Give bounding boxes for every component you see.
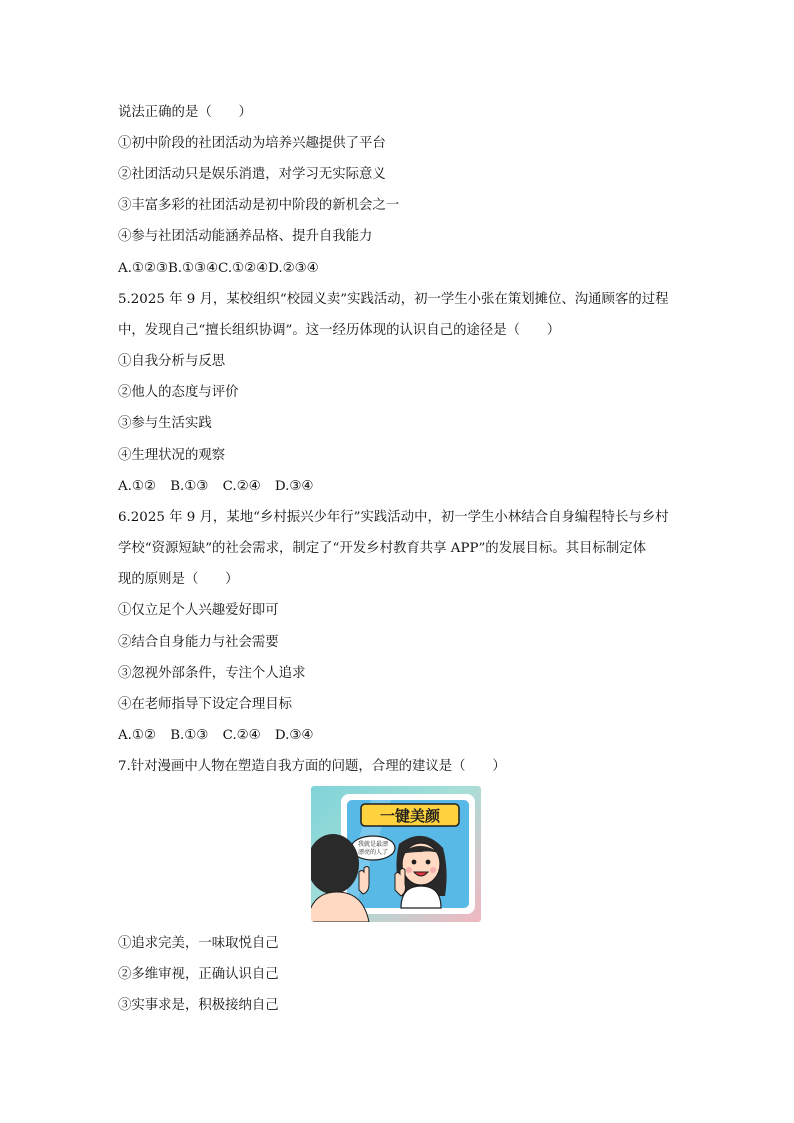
q4-option-2: ②社团活动只是娱乐消遣，对学习无实际意义 xyxy=(118,167,386,182)
speech-text-line1: 我就是最漂 xyxy=(357,841,389,848)
q6-option-4: ④在老师指导下设定合理目标 xyxy=(118,697,293,712)
q4-choices: A.①②③B.①③④C.①②④D.②③④ xyxy=(118,261,319,276)
q4-option-1: ①初中阶段的社团活动为培养兴趣提供了平台 xyxy=(118,136,386,151)
q6-choice-a: A.①② xyxy=(118,728,156,743)
cartoon-title: 一键美颜 xyxy=(379,807,441,825)
q5-choices xyxy=(118,478,684,496)
q6-stem-line2: 学校“资源短缺”的社会需求，制定了“开发乡村教育共享 APP”的发展目标。其目标制定体 xyxy=(118,541,646,556)
q7-option-2: ②多维审视，正确认识自己 xyxy=(118,967,279,982)
q4-option-3: ③丰富多彩的社团活动是初中阶段的新机会之一 xyxy=(118,198,400,213)
q6-option-3: ③忽视外部条件，专注个人追求 xyxy=(118,666,306,681)
reflection-hand xyxy=(395,869,406,897)
cartoon-svg xyxy=(311,786,481,922)
q6-choice-c: C.②④ xyxy=(222,728,261,743)
reflection-eye-right xyxy=(426,860,431,865)
q7-option-3: ③实事求是，积极接纳自己 xyxy=(118,998,279,1013)
q5-choice-c: C.②④ xyxy=(222,479,261,494)
q5-option-1: ①自我分析与反思 xyxy=(118,354,226,369)
q7-option-1: ①追求完美，一味取悦自己 xyxy=(118,936,279,951)
speech-text-line2: 漂亮的人了 xyxy=(357,849,389,856)
q6-option-1: ①仅立足个人兴趣爱好即可 xyxy=(118,603,279,618)
q4-stem-tail: 说法正确的是（ ） xyxy=(118,105,252,120)
q5-option-2: ②他人的态度与评价 xyxy=(118,385,239,400)
q6-choice-b: B.①③ xyxy=(170,728,209,743)
cartoon-illustration xyxy=(311,786,481,922)
q6-stem-line3: 现的原则是（ ） xyxy=(118,572,239,587)
q5-choice-b: B.①③ xyxy=(170,479,209,494)
girl-hand xyxy=(359,867,369,895)
q5-stem-line1: 5.2025 年 9 月，某校组织“校园义卖”实践活动，初一学生小张在策划摊位、沟通顾客的过程 xyxy=(118,292,669,307)
q6-option-2: ②结合自身能力与社会需要 xyxy=(118,635,279,650)
q5-option-4: ④生理状况的观察 xyxy=(118,448,226,463)
reflection-eye-left xyxy=(412,860,417,865)
q7-stem: 7.针对漫画中人物在塑造自我方面的问题，合理的建议是（ ） xyxy=(118,759,506,774)
q6-stem-line1: 6.2025 年 9 月，某地“乡村振兴少年行”实践活动中，初一学生小林结合自身编程特长与乡村 xyxy=(118,510,669,525)
q6-choice-d: D.③④ xyxy=(274,728,314,743)
q6-choices xyxy=(118,727,684,745)
reflection-blush-right xyxy=(430,867,436,873)
q5-option-3: ③参与生活实践 xyxy=(118,416,212,431)
q5-choice-a: A.①② xyxy=(118,479,156,494)
reflection-blush-left xyxy=(406,867,412,873)
q5-stem-line2: 中，发现自己“擅长组织协调”。这一经历体现的认识自己的途径是（ ） xyxy=(118,323,561,338)
q5-choice-d: D.③④ xyxy=(274,479,314,494)
q4-option-4: ④参与社团活动能涵养品格、提升自我能力 xyxy=(118,229,373,244)
